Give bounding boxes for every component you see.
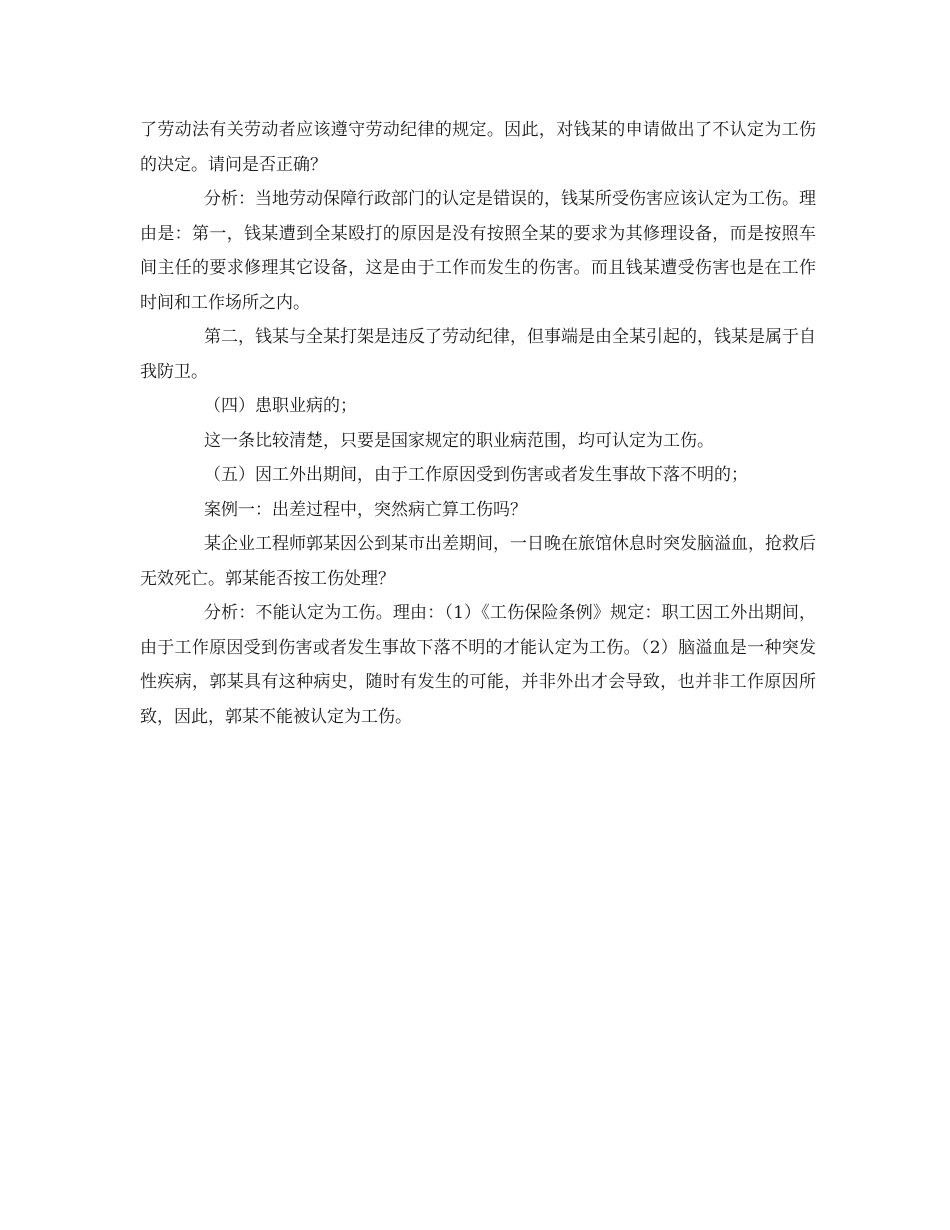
paragraph-analysis-2: 分析：不能认定为工伤。理由：（1）《工伤保险条例》规定：职工因工外出期间，由于工作原因受到伤害或者发生事故下落不明的才能认定为工伤。（2）脑溢血是一种突发性疾病，郭某具有这种病史，随时有发生的可能，并非外出才会导致，也并非工作原因所致，因此，郭某不能被认定为工伤。: [140, 603, 816, 727]
heading-business-trip: （五）因工外出期间，由于工作原因受到伤害或者发生事故下落不明的；: [204, 465, 748, 485]
document-body: [140, 113, 816, 734]
paragraph-analysis-1: 分析：当地劳动保障行政部门的认定是错误的，钱某所受伤害应该认定为工伤。理由是：第一，钱某遭到全某殴打的原因是没有按照全某的要求为其修理设备，而是按照车间主任的要求修理其它设备，这是由于工作而发生的伤害。而且钱某遭受伤害也是在工作时间和工作场所之内。: [140, 189, 816, 313]
paragraph-occupational-disease: 这一条比较清楚，只要是国家规定的职业病范围，均可认定为工伤。: [204, 430, 714, 451]
case-description: 某企业工程师郭某因公到某市出差期间，一日晚在旅馆休息时突发脑溢血，抢救后无效死亡。郭某能否按工伤处理？: [140, 534, 816, 589]
heading-occupational-disease: （四）患职业病的；: [204, 396, 357, 416]
case-title: 案例一：出差过程中，突然病亡算工伤吗？: [204, 499, 527, 520]
paragraph-continuation: 了劳动法有关劳动者应该遵守劳动纪律的规定。因此，对钱某的申请做出了不认定为工伤的决定。请问是否正确？: [140, 120, 816, 175]
paragraph-second-reason: 第二，钱某与全某打架是违反了劳动纪律，但事端是由全某引起的，钱某是属于自我防卫。: [140, 327, 816, 382]
